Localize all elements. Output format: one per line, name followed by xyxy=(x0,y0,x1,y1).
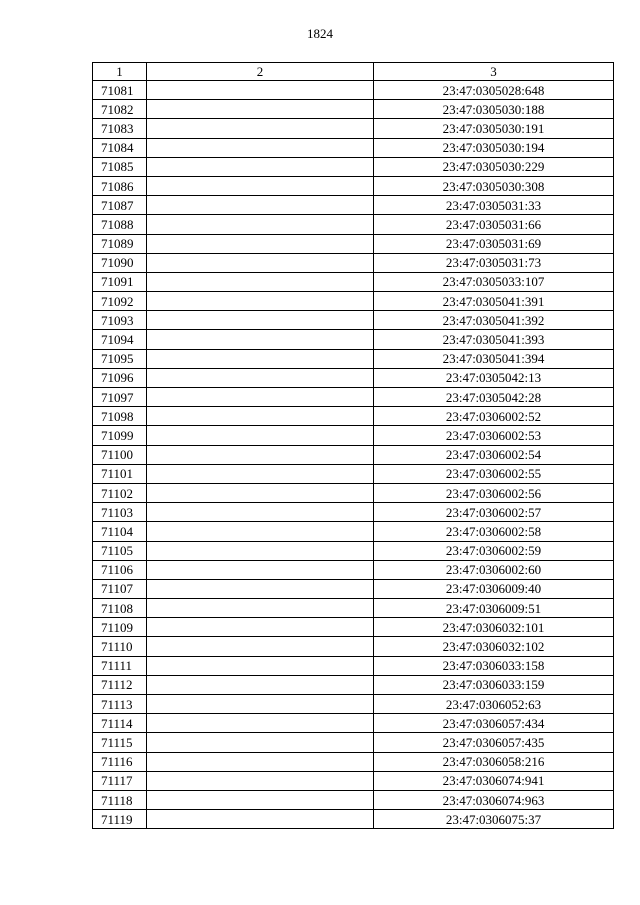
empty-cell xyxy=(147,503,374,522)
empty-cell xyxy=(147,599,374,618)
cadastral-number-cell: 23:47:0306002:54 xyxy=(374,445,614,464)
table-row xyxy=(93,81,614,100)
empty-cell xyxy=(147,234,374,253)
row-number-cell: 71092 xyxy=(93,292,147,311)
table-row xyxy=(93,426,614,445)
empty-cell xyxy=(147,733,374,752)
row-number-cell: 71086 xyxy=(93,176,147,195)
cadastral-number-cell: 23:47:0305030:194 xyxy=(374,138,614,157)
cadastral-number-cell: 23:47:0306032:102 xyxy=(374,637,614,656)
table-row xyxy=(93,176,614,195)
table-row xyxy=(93,599,614,618)
empty-cell xyxy=(147,330,374,349)
row-number-cell: 71096 xyxy=(93,368,147,387)
table-row xyxy=(93,714,614,733)
table-row xyxy=(93,349,614,368)
empty-cell xyxy=(147,637,374,656)
cadastral-number-cell: 23:47:0305041:394 xyxy=(374,349,614,368)
table-row xyxy=(93,119,614,138)
empty-cell xyxy=(147,618,374,637)
empty-cell xyxy=(147,790,374,809)
row-number-cell: 71097 xyxy=(93,388,147,407)
cadastral-number-cell: 23:47:0306002:59 xyxy=(374,541,614,560)
row-number-cell: 71108 xyxy=(93,599,147,618)
row-number-cell: 71107 xyxy=(93,579,147,598)
row-number-cell: 71105 xyxy=(93,541,147,560)
cadastral-number-cell: 23:47:0306057:434 xyxy=(374,714,614,733)
empty-cell xyxy=(147,292,374,311)
column-header-1: 1 xyxy=(93,63,147,81)
cadastral-number-cell: 23:47:0305031:33 xyxy=(374,196,614,215)
table-row xyxy=(93,157,614,176)
cadastral-number-cell: 23:47:0306075:37 xyxy=(374,810,614,829)
cadastral-number-cell: 23:47:0305030:188 xyxy=(374,100,614,119)
empty-cell xyxy=(147,752,374,771)
empty-cell xyxy=(147,675,374,694)
empty-cell xyxy=(147,656,374,675)
row-number-cell: 71083 xyxy=(93,119,147,138)
cadastral-number-cell: 23:47:0305041:392 xyxy=(374,311,614,330)
cadastral-number-cell: 23:47:0305041:391 xyxy=(374,292,614,311)
row-number-cell: 71094 xyxy=(93,330,147,349)
header-row xyxy=(93,63,614,81)
table-row xyxy=(93,503,614,522)
row-number-cell: 71088 xyxy=(93,215,147,234)
empty-cell xyxy=(147,560,374,579)
row-number-cell: 71089 xyxy=(93,234,147,253)
table-row xyxy=(93,733,614,752)
row-number-cell: 71112 xyxy=(93,675,147,694)
table-row xyxy=(93,138,614,157)
table-body xyxy=(93,81,614,829)
cadastral-number-cell: 23:47:0305030:191 xyxy=(374,119,614,138)
registry-table xyxy=(92,62,614,829)
row-number-cell: 71116 xyxy=(93,752,147,771)
table-row xyxy=(93,522,614,541)
empty-cell xyxy=(147,349,374,368)
row-number-cell: 71100 xyxy=(93,445,147,464)
empty-cell xyxy=(147,100,374,119)
row-number-cell: 71098 xyxy=(93,407,147,426)
table-row xyxy=(93,407,614,426)
empty-cell xyxy=(147,426,374,445)
cadastral-number-cell: 23:47:0306074:941 xyxy=(374,771,614,790)
empty-cell xyxy=(147,253,374,272)
cadastral-number-cell: 23:47:0305030:229 xyxy=(374,157,614,176)
row-number-cell: 71102 xyxy=(93,483,147,502)
row-number-cell: 71111 xyxy=(93,656,147,675)
row-number-cell: 71091 xyxy=(93,272,147,291)
table-row xyxy=(93,752,614,771)
table-row xyxy=(93,695,614,714)
cadastral-number-cell: 23:47:0305042:13 xyxy=(374,368,614,387)
cadastral-number-cell: 23:47:0306002:56 xyxy=(374,483,614,502)
cadastral-number-cell: 23:47:0305030:308 xyxy=(374,176,614,195)
cadastral-number-cell: 23:47:0306074:963 xyxy=(374,790,614,809)
empty-cell xyxy=(147,810,374,829)
row-number-cell: 71093 xyxy=(93,311,147,330)
row-number-cell: 71085 xyxy=(93,157,147,176)
empty-cell xyxy=(147,176,374,195)
table-row xyxy=(93,292,614,311)
table-row xyxy=(93,656,614,675)
table-row xyxy=(93,464,614,483)
cadastral-number-cell: 23:47:0305031:66 xyxy=(374,215,614,234)
row-number-cell: 71090 xyxy=(93,253,147,272)
column-header-3: 3 xyxy=(374,63,614,81)
empty-cell xyxy=(147,138,374,157)
table-row xyxy=(93,790,614,809)
table-row xyxy=(93,330,614,349)
empty-cell xyxy=(147,81,374,100)
empty-cell xyxy=(147,388,374,407)
cadastral-number-cell: 23:47:0305031:73 xyxy=(374,253,614,272)
table-header xyxy=(93,63,614,81)
empty-cell xyxy=(147,714,374,733)
cadastral-number-cell: 23:47:0306002:60 xyxy=(374,560,614,579)
row-number-cell: 71113 xyxy=(93,695,147,714)
row-number-cell: 71117 xyxy=(93,771,147,790)
table-row xyxy=(93,368,614,387)
empty-cell xyxy=(147,196,374,215)
cadastral-number-cell: 23:47:0306033:159 xyxy=(374,675,614,694)
cadastral-number-cell: 23:47:0305033:107 xyxy=(374,272,614,291)
empty-cell xyxy=(147,541,374,560)
cadastral-number-cell: 23:47:0306002:52 xyxy=(374,407,614,426)
table-row xyxy=(93,234,614,253)
row-number-cell: 71099 xyxy=(93,426,147,445)
row-number-cell: 71082 xyxy=(93,100,147,119)
table-row xyxy=(93,541,614,560)
cadastral-number-cell: 23:47:0306009:40 xyxy=(374,579,614,598)
empty-cell xyxy=(147,272,374,291)
table-row xyxy=(93,253,614,272)
cadastral-number-cell: 23:47:0305028:648 xyxy=(374,81,614,100)
empty-cell xyxy=(147,579,374,598)
table-row xyxy=(93,311,614,330)
column-header-2: 2 xyxy=(147,63,374,81)
empty-cell xyxy=(147,311,374,330)
table-row xyxy=(93,810,614,829)
row-number-cell: 71119 xyxy=(93,810,147,829)
table-row xyxy=(93,196,614,215)
cadastral-number-cell: 23:47:0305031:69 xyxy=(374,234,614,253)
cadastral-number-cell: 23:47:0306052:63 xyxy=(374,695,614,714)
cadastral-number-cell: 23:47:0306002:53 xyxy=(374,426,614,445)
table-row xyxy=(93,560,614,579)
row-number-cell: 71087 xyxy=(93,196,147,215)
table-row xyxy=(93,618,614,637)
row-number-cell: 71109 xyxy=(93,618,147,637)
table-row xyxy=(93,388,614,407)
cadastral-number-cell: 23:47:0306058:216 xyxy=(374,752,614,771)
empty-cell xyxy=(147,522,374,541)
cadastral-number-cell: 23:47:0306057:435 xyxy=(374,733,614,752)
row-number-cell: 71114 xyxy=(93,714,147,733)
row-number-cell: 71106 xyxy=(93,560,147,579)
cadastral-number-cell: 23:47:0306009:51 xyxy=(374,599,614,618)
row-number-cell: 71110 xyxy=(93,637,147,656)
table-row xyxy=(93,483,614,502)
cadastral-number-cell: 23:47:0306002:58 xyxy=(374,522,614,541)
row-number-cell: 71104 xyxy=(93,522,147,541)
empty-cell xyxy=(147,771,374,790)
cadastral-number-cell: 23:47:0305041:393 xyxy=(374,330,614,349)
empty-cell xyxy=(147,407,374,426)
table-row xyxy=(93,637,614,656)
row-number-cell: 71118 xyxy=(93,790,147,809)
empty-cell xyxy=(147,483,374,502)
row-number-cell: 71103 xyxy=(93,503,147,522)
empty-cell xyxy=(147,368,374,387)
table-row xyxy=(93,445,614,464)
cadastral-number-cell: 23:47:0306002:57 xyxy=(374,503,614,522)
row-number-cell: 71101 xyxy=(93,464,147,483)
row-number-cell: 71081 xyxy=(93,81,147,100)
empty-cell xyxy=(147,215,374,234)
row-number-cell: 71084 xyxy=(93,138,147,157)
table-row xyxy=(93,272,614,291)
page-number: 1824 xyxy=(307,26,333,41)
cadastral-number-cell: 23:47:0306033:158 xyxy=(374,656,614,675)
table-row xyxy=(93,771,614,790)
row-number-cell: 71115 xyxy=(93,733,147,752)
cadastral-number-cell: 23:47:0305042:28 xyxy=(374,388,614,407)
row-number-cell: 71095 xyxy=(93,349,147,368)
empty-cell xyxy=(147,695,374,714)
table-row xyxy=(93,100,614,119)
cadastral-number-cell: 23:47:0306002:55 xyxy=(374,464,614,483)
empty-cell xyxy=(147,119,374,138)
empty-cell xyxy=(147,445,374,464)
table-row xyxy=(93,579,614,598)
cadastral-number-cell: 23:47:0306032:101 xyxy=(374,618,614,637)
table-row xyxy=(93,215,614,234)
empty-cell xyxy=(147,157,374,176)
table-row xyxy=(93,675,614,694)
empty-cell xyxy=(147,464,374,483)
